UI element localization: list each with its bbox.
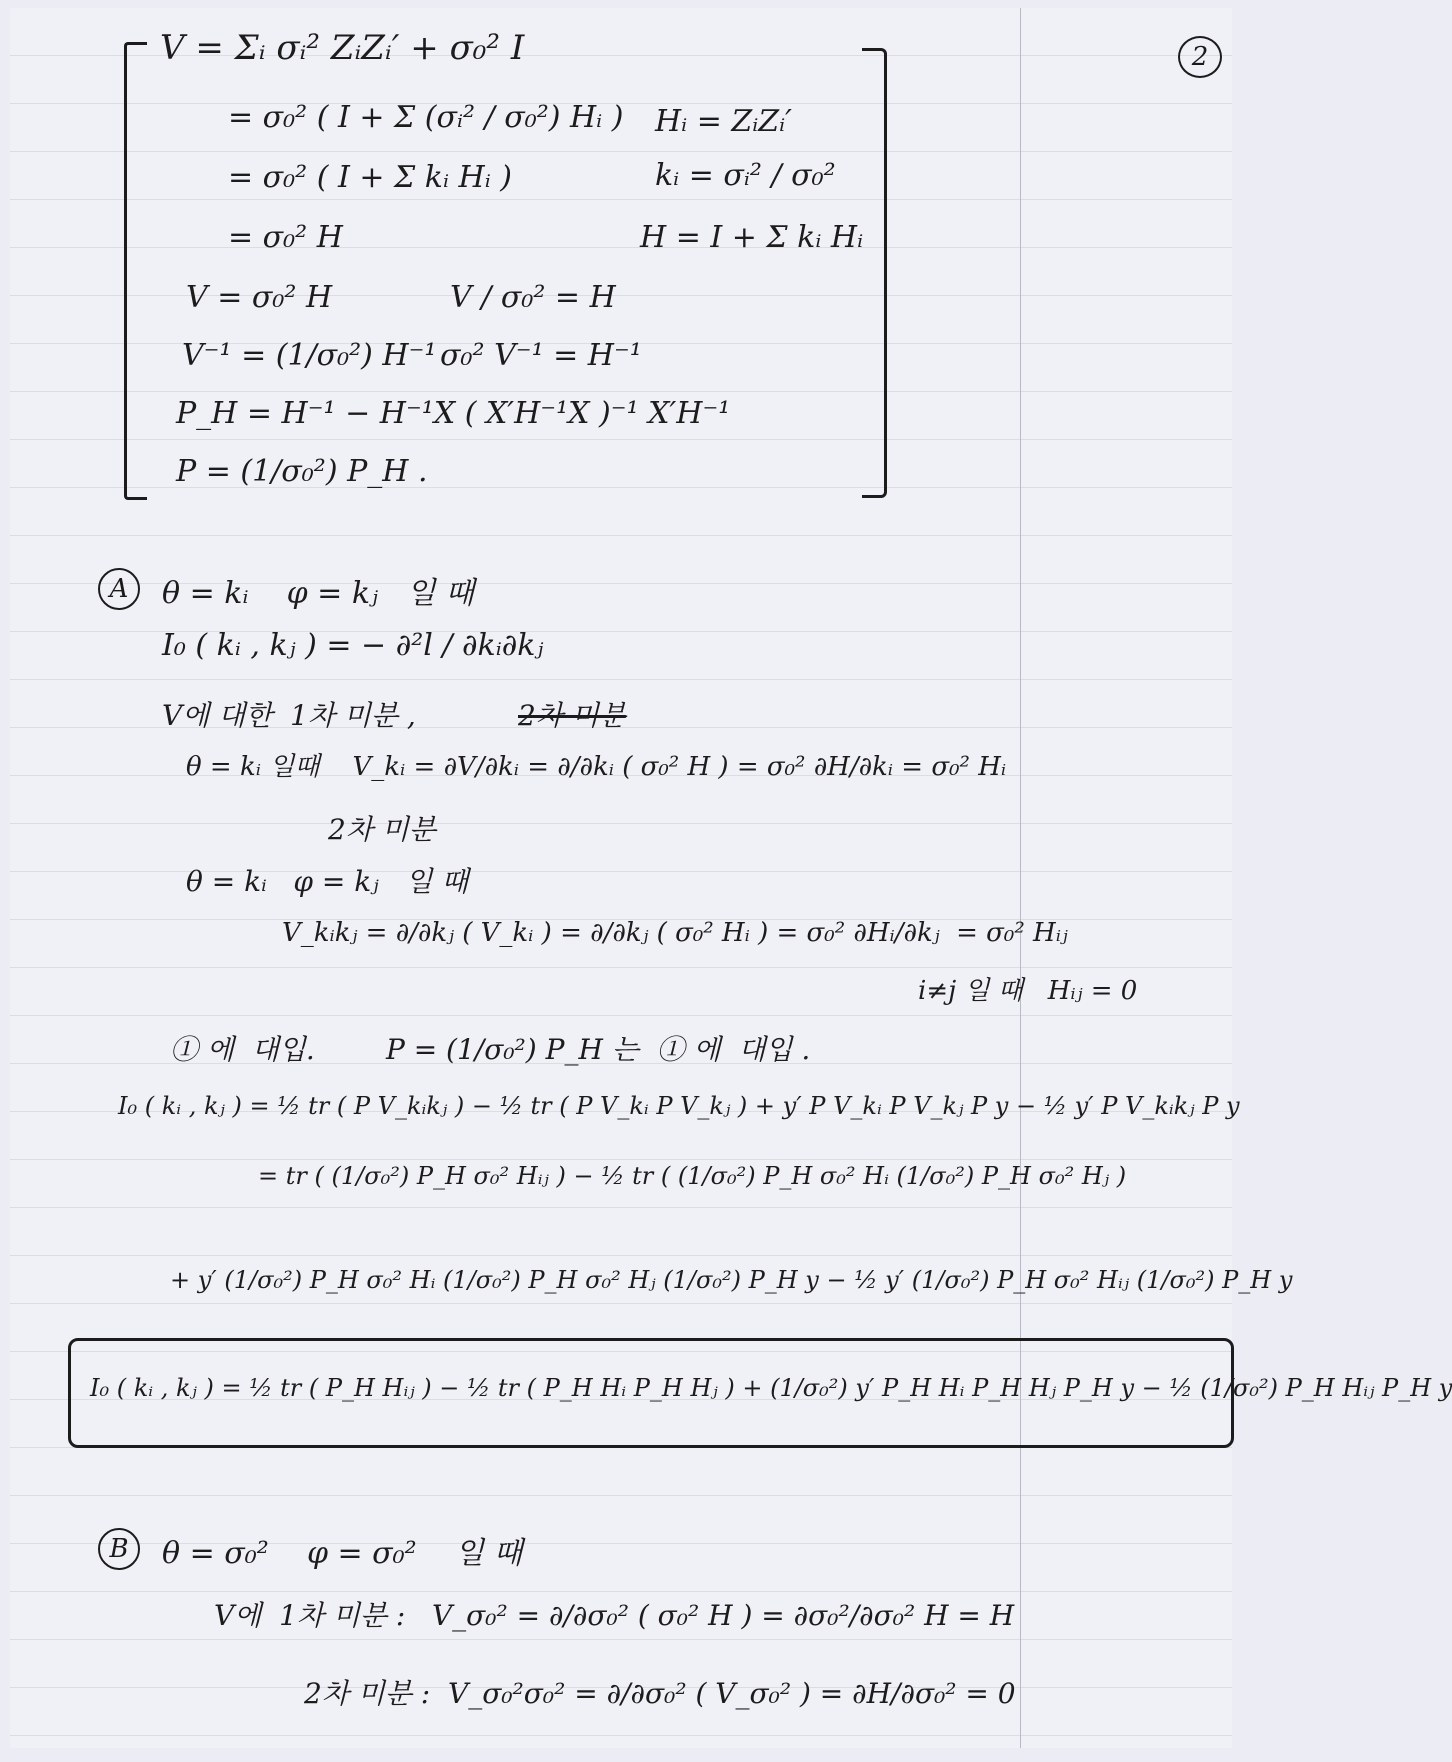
page-number: 2 [1178, 36, 1222, 78]
def-v-inverse: σ₀² V⁻¹ = H⁻¹ [440, 338, 642, 373]
struck-out-text: 2차 미분 [518, 699, 626, 732]
block1-line-4: = σ₀² H [228, 220, 343, 255]
notebook-page [10, 8, 1452, 1748]
information-equation-1: I₀ ( kᵢ , kⱼ ) = ½ tr ( P V_kᵢkⱼ ) − ½ tr ( P V_kᵢ P V_kⱼ ) + y′ P V_kᵢ P V_kⱼ P y − ½ y′ P V_kᵢkⱼ P y [118, 1092, 1240, 1120]
section-b-first-derivative: V에 1차 미분 : V_σ₀² = ∂/∂σ₀² ( σ₀² H ) = ∂σ₀²/∂σ₀² H = H [214, 1599, 1015, 1632]
information-definition: I₀ ( kᵢ , kⱼ ) = − ∂²l / ∂kᵢ∂kⱼ [162, 628, 544, 663]
substitution-note: ① 에 대입. P = (1/σ₀²) P_H 는 ① 에 대입 . [170, 1033, 811, 1066]
cross-term-note: i≠j 일 때 Hᵢⱼ = 0 [918, 976, 1138, 1006]
def-k-i: kᵢ = σᵢ² / σ₀² [655, 158, 836, 193]
second-derivative-equation: V_kᵢkⱼ = ∂/∂kⱼ ( V_kᵢ ) = ∂/∂kⱼ ( σ₀² Hᵢ ) = σ₀² ∂Hᵢ/∂kⱼ = σ₀² Hᵢⱼ [282, 918, 1068, 948]
block1-line-2: = σ₀² ( I + Σ (σᵢ² / σ₀²) Hᵢ ) [228, 100, 624, 135]
margin-line [1020, 8, 1021, 1748]
section-b-header: θ = σ₀² φ = σ₀² 일 때 [162, 1536, 523, 1571]
block1-line-7: P_H = H⁻¹ − H⁻¹X ( X′H⁻¹X )⁻¹ X′H⁻¹ [176, 396, 731, 431]
block1-line-1: V = Σᵢ σᵢ² ZᵢZᵢ′ + σ₀² I [160, 28, 525, 68]
second-derivative-label: 2차 미분 [328, 813, 436, 846]
block1-line-5: V = σ₀² H [186, 280, 333, 315]
def-h: H = I + Σ kᵢ Hᵢ [640, 220, 864, 255]
section-a-marker: A [98, 568, 140, 610]
first-derivative-label: V에 대한 1차 미분 , [162, 699, 416, 732]
def-h-i: Hᵢ = ZᵢZᵢ′ [655, 104, 792, 139]
section-b-marker: B [98, 1528, 140, 1570]
first-derivative-equation: θ = kᵢ 일때 V_kᵢ = ∂V/∂kᵢ = ∂/∂kᵢ ( σ₀² H ) = σ₀² ∂H/∂kᵢ = σ₀² Hᵢ [186, 752, 1007, 782]
block1-line-6: V⁻¹ = (1/σ₀²) H⁻¹ [182, 338, 437, 373]
block1-line-8: P = (1/σ₀²) P_H . [176, 454, 428, 489]
second-derivative-condition: θ = kᵢ φ = kⱼ 일 때 [186, 865, 469, 898]
information-equation-2: = tr ( (1/σ₀²) P_H σ₀² Hᵢⱼ ) − ½ tr ( (1/σ₀²) P_H σ₀² Hᵢ (1/σ₀²) P_H σ₀² Hⱼ ) [258, 1162, 1127, 1190]
def-v-over-sigma: V / σ₀² = H [450, 280, 616, 315]
section-b-second-derivative: 2차 미분 : V_σ₀²σ₀² = ∂/∂σ₀² ( V_σ₀² ) = ∂H/∂σ₀² = 0 [304, 1677, 1016, 1710]
left-bracket [124, 42, 147, 500]
information-equation-3: + y′ (1/σ₀²) P_H σ₀² Hᵢ (1/σ₀²) P_H σ₀² Hⱼ (1/σ₀²) P_H y − ½ y′ (1/σ₀²) P_H σ₀² Hᵢⱼ (1/σ₀²) P_H y [170, 1266, 1293, 1294]
block1-line-3: = σ₀² ( I + Σ kᵢ Hᵢ ) [228, 160, 512, 195]
section-a-header: θ = kᵢ φ = kⱼ 일 때 [162, 576, 475, 611]
right-bracket [862, 48, 887, 498]
information-result: I₀ ( kᵢ , kⱼ ) = ½ tr ( P_H Hᵢⱼ ) − ½ tr ( P_H Hᵢ P_H Hⱼ ) + (1/σ₀²) y′ P_H Hᵢ P_H Hⱼ P_H y − ½ (1/σ₀²) P_H Hᵢⱼ P_H y [90, 1374, 1452, 1402]
